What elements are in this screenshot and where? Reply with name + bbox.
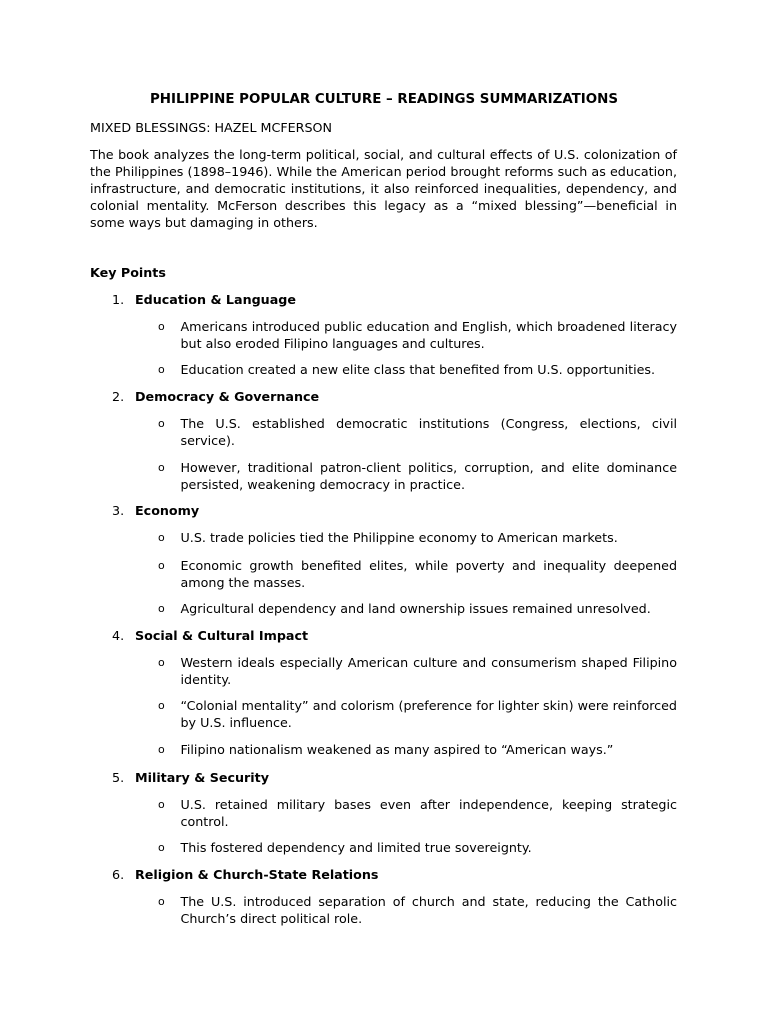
section-number: 6. [112,867,125,882]
bullet-item [158,893,677,927]
bullet-item [158,796,677,830]
bullet-marker: o [158,461,165,474]
section-heading [112,627,308,644]
section-heading [112,291,296,308]
bullet-text: Western ideals especially American culture and consumerism shaped Filipino identity. [180,655,677,687]
bullet-marker: o [158,602,165,615]
key-points-heading: Key Points [90,265,166,280]
bullet-item [158,415,677,449]
bullet-item [158,741,677,758]
bullet-item [158,697,677,731]
bullet-marker: o [158,417,165,430]
bullet-item [158,529,677,546]
bullet-marker: o [158,363,165,376]
bullet-text: This fostered dependency and limited true sovereignty. [180,840,532,855]
bullet-item [158,318,677,352]
bullet-marker: o [158,559,165,572]
section-title: Education & Language [135,292,296,307]
bullet-text: U.S. trade policies tied the Philippine economy to American markets. [180,530,618,545]
bullet-text: The U.S. introduced separation of church and state, reducing the Catholic Church’s direct political role. [180,894,677,926]
bullet-item [158,361,677,378]
bullet-item [158,839,677,856]
section-number: 3. [112,503,125,518]
section-heading [112,866,378,883]
bullet-marker: o [158,743,165,756]
bullet-text: Americans introduced public education and English, which broadened literacy but also eroded Filipino languages and cultures. [180,319,677,351]
section-number: 2. [112,389,125,404]
document-title: PHILIPPINE POPULAR CULTURE – READINGS SUMMARIZATIONS [149,92,619,107]
bullet-marker: o [158,841,165,854]
section-title: Economy [135,503,200,518]
section-heading [112,502,199,519]
section-number: 1. [112,292,125,307]
section-number: 4. [112,628,125,643]
section-number: 5. [112,770,125,785]
bullet-text: Education created a new elite class that benefited from U.S. opportunities. [180,362,656,377]
bullet-text: U.S. retained military bases even after independence, keeping strategic control. [180,797,677,829]
bullet-item [158,459,677,493]
bullet-text: Agricultural dependency and land ownership issues remained unresolved. [180,601,651,616]
section-title: Democracy & Governance [135,389,320,404]
bullet-text: However, traditional patron-client politics, corruption, and elite dominance persisted, weakening democracy in practice. [180,460,677,492]
bullet-item [158,654,677,688]
bullet-text: The U.S. established democratic institutions (Congress, elections, civil service). [180,416,677,448]
bullet-text: “Colonial mentality” and colorism (preference for lighter skin) were reinforced by U.S. influence. [180,698,677,730]
bullet-text: Filipino nationalism weakened as many aspired to “American ways.” [180,742,614,757]
section-title: Religion & Church-State Relations [135,867,379,882]
bullet-item [158,600,677,617]
bullet-marker: o [158,699,165,712]
section-heading [112,769,269,786]
bullet-text: Economic growth benefited elites, while poverty and inequality deepened among the masses. [180,558,677,590]
bullet-marker: o [158,798,165,811]
bullet-marker: o [158,895,165,908]
bullet-marker: o [158,656,165,669]
section-title: Military & Security [135,770,269,785]
bullet-marker: o [158,531,165,544]
bullet-item [158,557,677,591]
section-title: Social & Cultural Impact [135,628,309,643]
bullet-marker: o [158,320,165,333]
section-heading [112,388,319,405]
intro-paragraph: The book analyzes the long-term political, social, and cultural effects of U.S. colonization of the Philippines (1898–1946). While the American period brought reforms such as education, infrastructure, and democratic institutions, it also reinforced inequalities, dependency, and colonial mentality. McFerson describes this legacy as a “mixed blessing”—beneficial in some ways but damaging in others. [90,147,677,230]
document-subtitle: MIXED BLESSINGS: HAZEL MCFERSON [90,120,333,135]
